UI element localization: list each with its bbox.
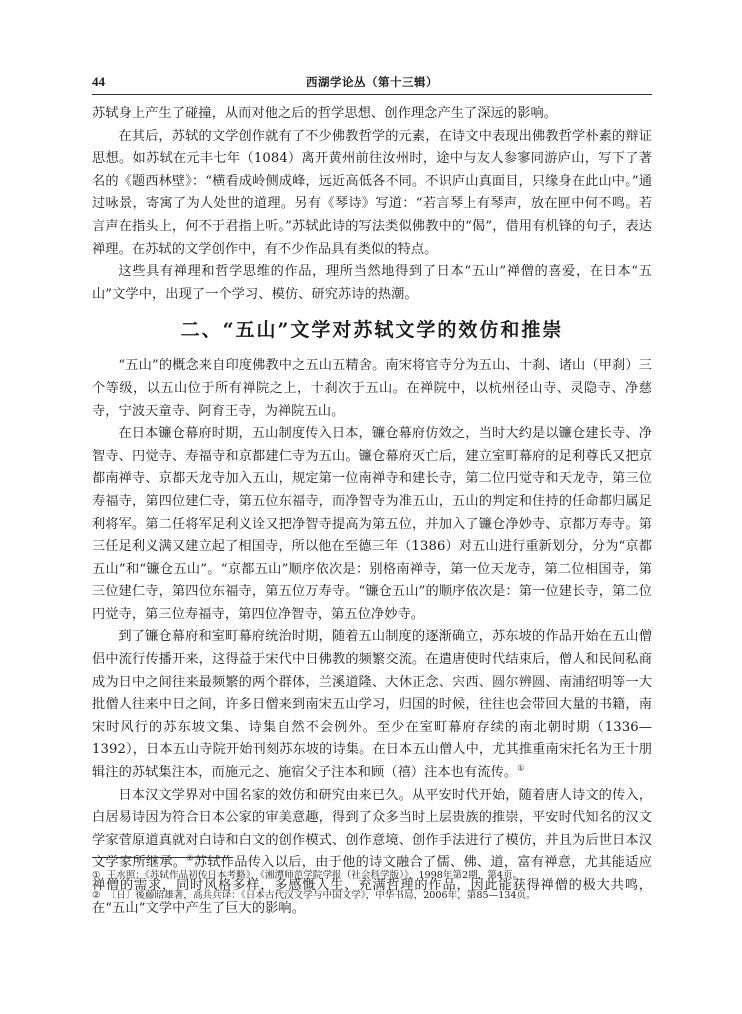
page-header <box>92 74 652 94</box>
header-rule <box>92 94 652 95</box>
footnote-ref-2[interactable]: ② <box>186 854 194 864</box>
paragraph: “五山”的概念来自印度佛教中之五山五精舍。南宋将官寺分为五山、十刹、诸山（甲刹）三个等级，以五山位于所有禅院之上，十刹次于五山。在禅院中，以杭州径山寺、灵隐寺、净慈寺，宁波天童寺、阿育王寺，为禅院五山。 <box>92 358 652 419</box>
paragraph: 在其后，苏轼的文学创作就有了不少佛教哲学的元素，在诗文中表现出佛教哲学朴素的辩证思想。如苏轼在元丰七年（1084）离开黄州前往汝州时，途中与友人参寥同游庐山，写下了著名的《题西林壁》：“横看成岭侧成峰，远近高低各不同。不识庐山真面目，只缘身在此山中。”通过咏景，寄寓了为人处世的道理。另有《琴诗》写道：“若言琴上有琴声，放在匣中何不鸣。若言声在指头上，何不于君指上听。”苏轼此诗的写法类似佛教中的“偈”，借用有机锋的句子，表达禅理。在苏轼的文学创作中，有不少作品具有类似的特点。 <box>92 128 652 257</box>
body-text <box>92 103 652 920</box>
footnote-text: 王水照：《苏轼作品初传日本考略》，《湘潭师范学院学报（社会科学版）》，1998年第2期，第4页。 <box>106 870 523 881</box>
paragraph: 这些具有禅理和哲学思维的作品，理所当然地得到了日本“五山”禅僧的喜爱，在日本“五山”文学中，出现了一个学习、模仿、研究苏诗的热潮。 <box>92 264 652 302</box>
footnote-text: 〔日〕後藤昭雄著，高兵兵译：《日本古代汉文学与中国文学》，中华书局，2006年，第85—134页。 <box>106 890 536 901</box>
paragraph: 苏轼身上产生了碰撞，从而对他之后的哲学思想、创作理念产生了深远的影响。 <box>92 106 558 121</box>
paragraph <box>92 626 652 784</box>
footnote-rule <box>92 857 232 858</box>
footnote-ref-1[interactable]: ① <box>517 763 525 773</box>
paragraph-text: 苏轼作品传入以后，由于他的诗文融合了儒、佛、道，富有禅意，尤其能适应禅僧的需求，同时风格多样，多感慨人生、充满哲理的作品，因此能获得禅僧的极大共鸣，在“五山”文学中产生了巨大的影响。 <box>92 855 652 916</box>
footnote <box>92 886 652 906</box>
section-heading: 二、“五山”文学对苏轼文学的效仿和推崇 <box>180 319 564 342</box>
footnote <box>92 866 652 886</box>
paragraph: 在日本镰仓幕府时期，五山制度传入日本，镰仓幕府仿效之，当时大约是以镰仓建长寺、净智寺、円觉寺、寿福寺和京都建仁寺为五山。镰仓幕府灭亡后，建立室町幕府的足利尊氏又把京都南禅寺、京都天龙寺加入五山，规定第一位南禅寺和建长寺，第二位円觉寺和天龙寺，第三位寿福寺，第四位建仁寺，第五位东福寺，而净智寺为准五山，五山的判定和住持的任命都归属足利将军。第二任将军足利义诠又把净智寺提高为第五位，并加入了镰仓净妙寺、京都万寿寺。第三任足利义满又建立起了相国寺，所以他在至德三年（1386）对五山进行重新划分，分为“京都五山”和“镰仓五山”。“京都五山”顺序依次是：别格南禅寺，第一位天龙寺，第二位相国寺，第三位建仁寺，第四位东福寺，第五位万寿寺。“镰仓五山”的顺序依次是：第一位建长寺，第二位円觉寺，第三位寿福寺，第四位净智寺，第五位净妙寺。 <box>92 426 652 622</box>
running-title: 西湖学论丛（第十三辑） <box>306 75 438 89</box>
paragraph-text: 日本汉文学界对中国名家的效仿和研究由来已久。从平安时代开始，随着唐人诗文的传入，白居易诗因为符合日本公家的审美意趣，得到了众多当时上层贵族的推崇，平安时代知名的汉文学家菅原道真就对白诗和白文的创作模式、创作意境、创作手法进行了模仿，并且为后世日本汉文学家所继承。 <box>92 787 652 871</box>
footnotes <box>92 866 652 906</box>
footnote-number: ① <box>92 870 101 881</box>
paragraph-text: 到了镰仓幕府和室町幕府统治时期，随着五山制度的逐渐确立，苏东坡的作品开始在五山僧侣中流行传播开来，这得益于宋代中日佛教的频繁交流。在遣唐使时代结束后，僧人和民间私商成为日中之间往来最频繁的两个群体，兰溪道隆、大休正念、宍西、圆尔辨圆、南浦绍明等一大批僧人往来中日之间，许多日僧来到南宋五山学习，归国的时候，往往也会带回大量的书籍，南宋时风行的苏东坡文集、诗集自然不会例外。至少在室町幕府存续的南北朝时期（1336—1392），日本五山寺院开始刊刻苏东坡的诗集。在日本五山僧人中，尤其推重南宋托名为王十朋辑注的苏轼集注本，而施元之、施宿父子注本和顾（禧）注本也有流传。 <box>92 629 652 781</box>
footnote-number: ② <box>92 890 101 901</box>
page-number: 44 <box>92 74 105 89</box>
